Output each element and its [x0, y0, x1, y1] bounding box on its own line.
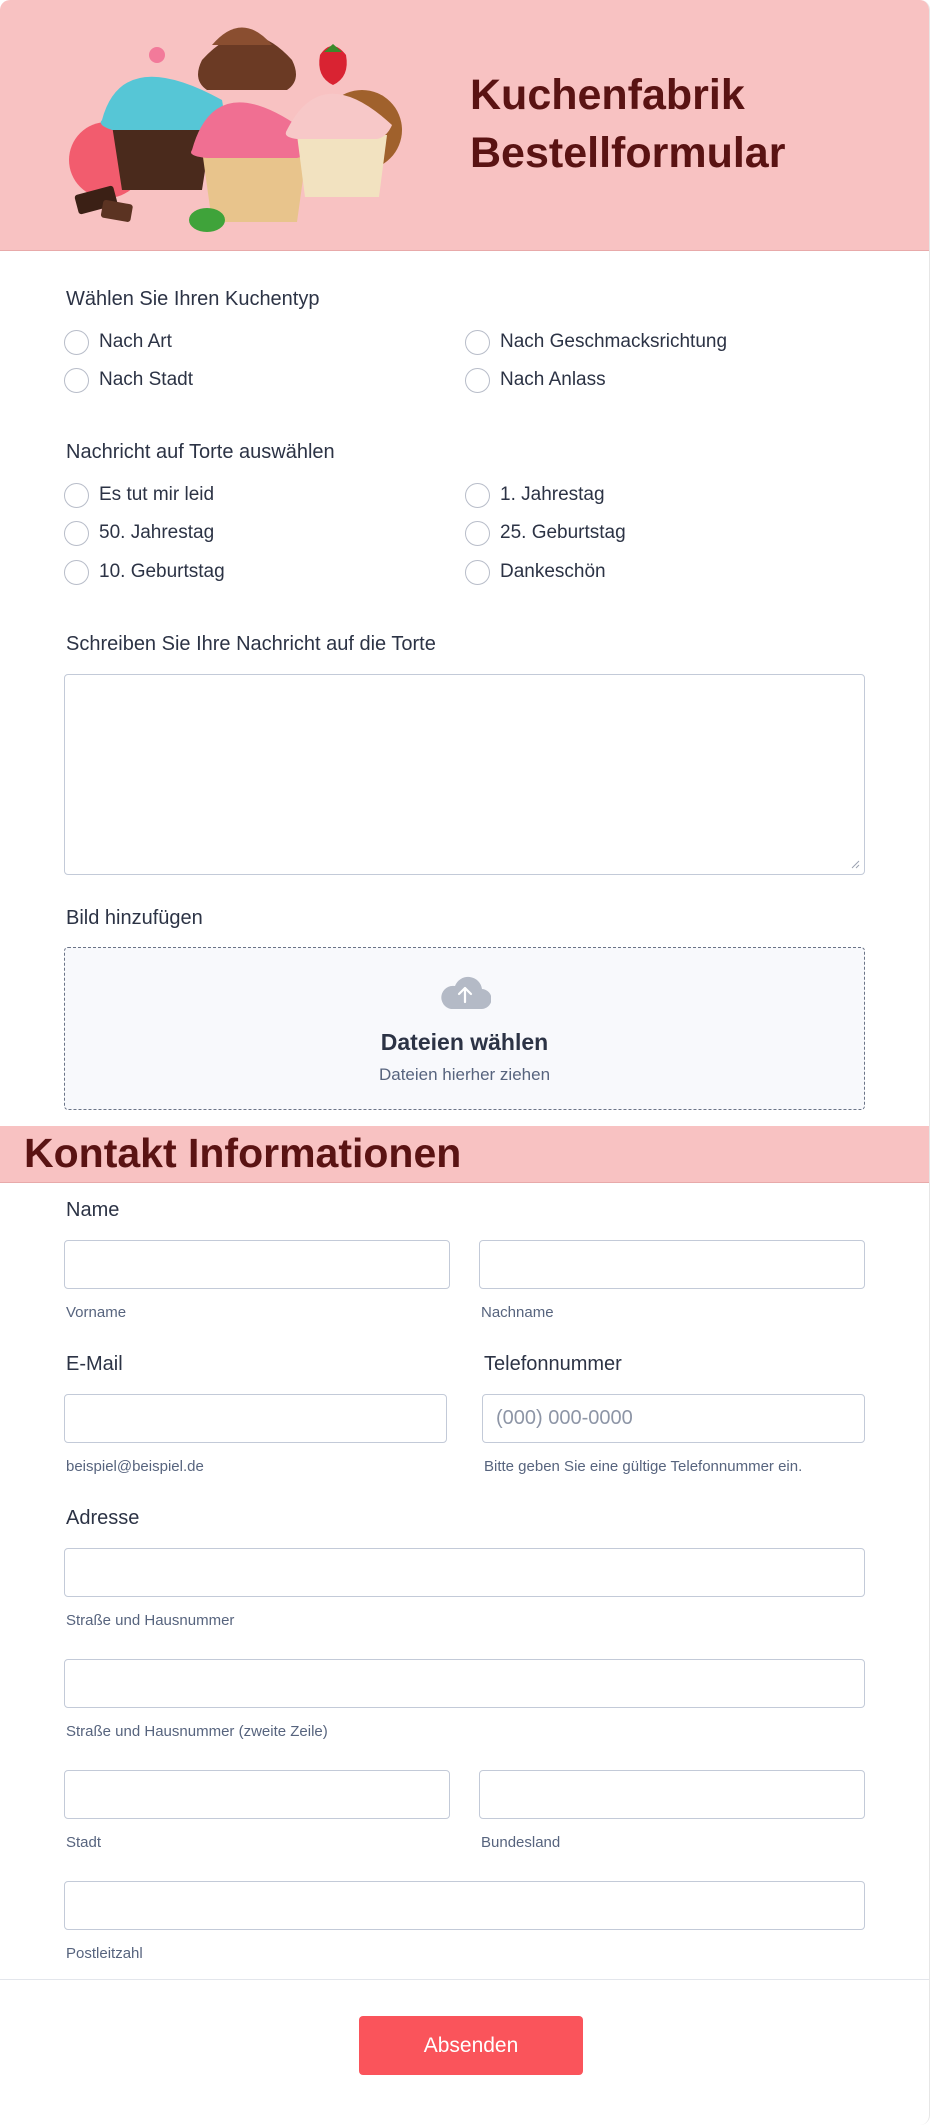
- radio-circle[interactable]: [64, 368, 89, 393]
- radio-label: Nach Anlass: [500, 369, 606, 390]
- email-sublabel: beispiel@beispiel.de: [66, 1458, 204, 1475]
- city-input[interactable]: [64, 1770, 450, 1819]
- phone-input[interactable]: [482, 1394, 865, 1443]
- radio-circle[interactable]: [465, 330, 490, 355]
- custom-message-textarea[interactable]: [64, 674, 865, 875]
- custom-message-label: Schreiben Sie Ihre Nachricht auf die Torte: [66, 633, 436, 655]
- street-sublabel: Straße und Hausnummer: [66, 1612, 235, 1629]
- state-input[interactable]: [479, 1770, 865, 1819]
- address-label: Adresse: [66, 1507, 140, 1529]
- radio-circle[interactable]: [64, 521, 89, 546]
- email-label: E-Mail: [66, 1353, 123, 1375]
- zip-input[interactable]: [64, 1881, 865, 1930]
- first-name-sublabel: Vorname: [66, 1304, 127, 1321]
- radio-cake-type-art[interactable]: [64, 328, 172, 356]
- cupcakes-illustration: [62, 10, 414, 248]
- choose-files-button[interactable]: Dateien wählen: [380, 1029, 549, 1055]
- radio-label: Dankeschön: [500, 561, 606, 582]
- radio-message-50-anniversary[interactable]: [64, 519, 214, 547]
- name-label: Name: [66, 1199, 120, 1221]
- street2-sublabel: Straße und Hausnummer (zweite Zeile): [66, 1723, 328, 1740]
- title-line-1: Kuchenfabrik: [470, 71, 745, 119]
- radio-label: Nach Art: [99, 331, 172, 352]
- radio-label: Es tut mir leid: [99, 484, 215, 505]
- state-sublabel: Bundesland: [481, 1834, 561, 1851]
- radio-circle[interactable]: [465, 560, 490, 585]
- radio-message-10-birthday[interactable]: [64, 558, 225, 586]
- street-input[interactable]: [64, 1548, 865, 1597]
- radio-message-sorry[interactable]: [64, 481, 214, 509]
- drop-files-hint: Dateien hierher ziehen: [378, 1065, 551, 1084]
- phone-sublabel: Bitte geben Sie eine gültige Telefonnummer ein.: [484, 1458, 803, 1475]
- radio-label: 10. Geburtstag: [99, 561, 225, 582]
- radio-label: 1. Jahrestag: [500, 484, 605, 505]
- radio-label: Nach Geschmacksrichtung: [500, 331, 728, 352]
- image-upload-label: Bild hinzufügen: [66, 907, 203, 929]
- cloud-upload-icon: [439, 975, 491, 1011]
- radio-label: 50. Jahrestag: [99, 522, 215, 543]
- title-line-2: Bestellformular: [470, 129, 786, 177]
- cake-type-label: Wählen Sie Ihren Kuchentyp: [66, 288, 320, 310]
- footer-divider: [0, 1979, 930, 1980]
- radio-circle[interactable]: [64, 560, 89, 585]
- radio-circle[interactable]: [465, 368, 490, 393]
- cake-message-label: Nachricht auf Torte auswählen: [66, 441, 335, 463]
- file-dropzone[interactable]: [64, 947, 865, 1110]
- phone-label: Telefonnummer: [484, 1353, 622, 1375]
- contact-section-header: [0, 1126, 930, 1183]
- city-sublabel: Stadt: [66, 1834, 102, 1851]
- radio-label: 25. Geburtstag: [500, 522, 626, 543]
- resize-grip-icon[interactable]: [850, 859, 860, 869]
- last-name-sublabel: Nachname: [481, 1304, 554, 1321]
- radio-circle[interactable]: [64, 483, 89, 508]
- last-name-input[interactable]: [479, 1240, 865, 1289]
- radio-cake-type-occasion[interactable]: [465, 366, 606, 394]
- radio-circle[interactable]: [465, 483, 490, 508]
- page-title: [470, 66, 785, 182]
- radio-message-thank-you[interactable]: [465, 558, 606, 586]
- first-name-input[interactable]: [64, 1240, 450, 1289]
- form-header: [0, 0, 930, 251]
- radio-label: Nach Stadt: [99, 369, 193, 390]
- radio-message-1-anniversary[interactable]: [465, 481, 605, 509]
- email-input[interactable]: [64, 1394, 447, 1443]
- section-title: Kontakt Informationen: [24, 1130, 462, 1176]
- radio-message-25-birthday[interactable]: [465, 519, 626, 547]
- radio-circle[interactable]: [64, 330, 89, 355]
- street2-input[interactable]: [64, 1659, 865, 1708]
- radio-cake-type-city[interactable]: [64, 366, 193, 394]
- radio-cake-type-flavor[interactable]: [465, 328, 727, 356]
- radio-circle[interactable]: [465, 521, 490, 546]
- submit-button[interactable]: Absenden: [359, 2016, 583, 2075]
- zip-sublabel: Postleitzahl: [66, 1945, 143, 1962]
